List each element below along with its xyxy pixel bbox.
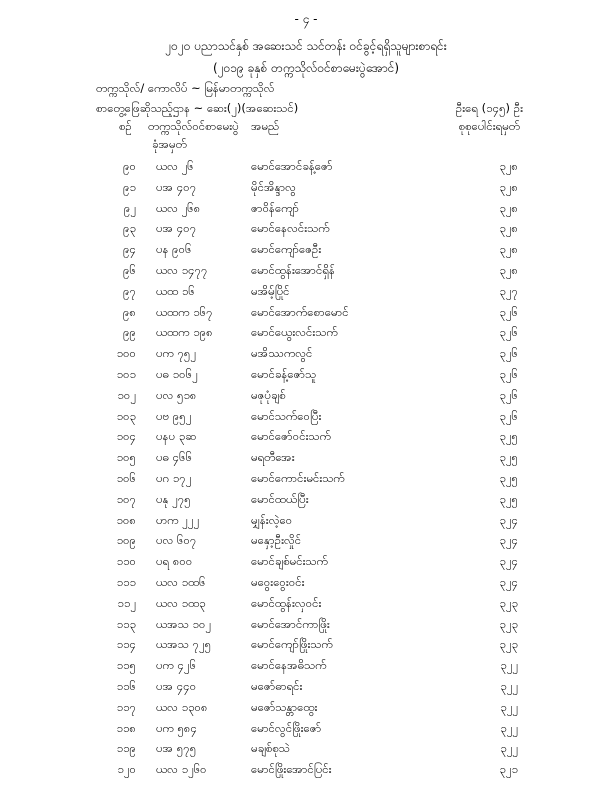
row-number: ၁၁၄ (116, 637, 136, 652)
student-name: မောင်ကောင်းမင်းသက် (251, 470, 345, 485)
total-marks: ၃၂၈ (499, 179, 518, 194)
student-name: မအိမ့်ပြိုင် (251, 283, 290, 298)
total-marks: ၃၂၄ (499, 512, 518, 527)
table-row (0, 242, 612, 263)
roll-number: ပနု ၂၇၅ (156, 491, 191, 506)
row-number: ၉၂ (123, 200, 136, 215)
student-name: မောင်ကျော်ဇေဦး (251, 242, 322, 257)
roll-number: ယလ ၁ထ၆ (156, 574, 206, 589)
student-name: မဇော်သန္တာထွေး (251, 699, 318, 714)
row-number: ၁၀၇ (116, 491, 136, 506)
table-row (0, 679, 612, 700)
roll-number: ယလ ၁၄၇၇ (156, 262, 208, 277)
row-number: ၉၆ (123, 262, 136, 277)
student-name: မနှော့ဦးလှိုင် (251, 533, 302, 548)
column-header-roll: တက္ကသိုလ်ဝင်စာမေးပွဲ (148, 119, 239, 133)
student-name: မောင်ထွန်းအောင်ရှိန် (251, 262, 335, 277)
student-name: မောင်နေအဓိသက် (251, 658, 327, 673)
total-marks: ၃၂၈ (499, 159, 518, 173)
student-name: မောင်အောင်ခန့်ဇော် (251, 159, 333, 173)
total-marks: ၃၂၈ (499, 242, 518, 257)
row-number: ၁၁၂ (117, 595, 136, 610)
roll-number: ဟက ၂၂၂ (156, 512, 200, 527)
roll-number: ပလ ၅၁၈ (156, 387, 197, 402)
roll-number: ယလ ၂၆၈ (156, 200, 201, 215)
document-title: ၂၀၂၀ ပညာသင်နှစ် အဆေးသင် သင်တန်း ဝင်ခွင့်ရရှိသူများစာရင်း (165, 39, 447, 53)
student-name: မောင်ချစ်မင်းသက် (251, 554, 328, 569)
student-name: မောင်နေလင်းသက် (251, 221, 330, 236)
total-marks: ၃၂၆ (499, 408, 518, 423)
roll-number: ယလ ၁၃၀၈ (156, 699, 208, 714)
row-number: ၁၀၀ (116, 346, 136, 361)
total-marks: ၃၂၆ (499, 366, 518, 381)
row-number: ၉၀ (123, 159, 136, 173)
table-row (0, 741, 612, 762)
row-number: ၁၁၇ (116, 699, 136, 714)
row-number: ၁၂၀ (117, 762, 136, 777)
table-row (0, 284, 612, 305)
total-count: ဦးရေ (၁၄၅) ဦး (455, 101, 523, 115)
total-marks: ၃၂၆ (499, 325, 518, 340)
table-row (0, 554, 612, 575)
table-row (0, 450, 612, 471)
total-marks: ၃၂၅ (499, 450, 518, 465)
total-marks: ၃၂၃ (499, 595, 518, 610)
total-marks: ၃၂၃ (499, 637, 518, 652)
row-number: ၁၁၅ (116, 658, 136, 673)
table-row (0, 409, 612, 430)
table-row (0, 180, 612, 201)
roll-number: ပလ ၆၀၇ (156, 533, 197, 548)
student-name: မောင်ယွေးလင်းသက် (251, 325, 338, 340)
total-marks: ၃၂၇ (499, 283, 518, 298)
student-name: မအိဿကလွင် (251, 346, 313, 361)
row-number: ၁၀၅ (116, 450, 136, 465)
table-row (0, 429, 612, 450)
student-name: မရတီအေး (251, 450, 295, 465)
row-number: ၁၁၁ (116, 574, 136, 589)
table-row (0, 513, 612, 534)
row-number: ၁၀၂ (117, 387, 136, 402)
student-name: မောင်သက်ဝေပြီး (251, 408, 322, 423)
total-marks: ၃၂၂ (500, 658, 518, 673)
student-name: မောင်အောက်စောမောင် (251, 304, 349, 319)
roll-number: ပဓ ၄၆၆ (156, 450, 193, 465)
roll-number: ယထ ၁၆ (156, 283, 195, 298)
student-name: မဇုပုံချစ် (251, 387, 286, 402)
total-marks: ၃၂၁ (499, 762, 518, 777)
row-number: ၁၀၄ (116, 429, 136, 444)
table-row (0, 263, 612, 284)
total-marks: ၃၂၂ (500, 741, 518, 756)
total-marks: ၃၂၅ (499, 491, 518, 506)
total-marks: ၃၂၂ (500, 720, 518, 735)
table-row (0, 762, 612, 783)
roll-number: ပက ၄၂၆ (156, 658, 197, 673)
total-marks: ၃၂၅ (499, 429, 518, 444)
roll-number: ပန ၉၀၆ (156, 242, 192, 257)
exam-center-label: စာတွေ့ဖြေဆိုသည့်ဌာန ~ ဆေး(၂)(အဆေးသင်) (96, 101, 299, 115)
roll-number: ယအသ ၁၀၂ (156, 616, 212, 631)
total-marks: ၃၂၄ (499, 554, 518, 569)
row-number: ၉၄ (123, 242, 136, 257)
column-header-no: စဉ် (119, 119, 132, 133)
roll-number: ယထက ၁၆၇ (156, 304, 213, 319)
table-row (0, 367, 612, 388)
row-number: ၉၃ (123, 221, 136, 236)
roll-number: ပအ ၄၄၀ (156, 678, 197, 693)
total-marks: ၃၂၅ (499, 470, 518, 485)
row-number: ၁၀၆ (116, 470, 136, 485)
row-number: ၉၈ (122, 304, 136, 319)
roll-number: ပနပ ၃ဆ (156, 429, 197, 444)
total-marks: ၃၂၄ (499, 574, 518, 589)
roll-number: ယလ ၁၂၆၀ (156, 762, 207, 777)
student-name: မဇော်ဓာရင်း (251, 678, 303, 693)
row-number: ၁၀၈ (116, 512, 136, 527)
row-number: ၉၁ (123, 179, 136, 194)
roll-number: ပဓ ၁၀၆၂ (156, 366, 198, 381)
roll-number: ယလ ၂၆ (156, 159, 194, 173)
table-row (0, 533, 612, 554)
row-number: ၁၁၉ (116, 741, 136, 756)
roll-number: ပဗ ၉၅၂ (156, 408, 192, 423)
table-row (0, 201, 612, 222)
student-name: မဝွေးဝွေးဝင်း (251, 574, 305, 589)
total-marks: ၃၂၈ (499, 221, 518, 236)
roll-number: ပက ၅၈၄ (156, 720, 197, 735)
row-number: ၉၉ (123, 325, 136, 340)
total-marks: ၃၂၆ (499, 346, 518, 361)
table-row (0, 721, 612, 742)
column-header-name: အမည် (251, 119, 280, 133)
results-list (0, 159, 612, 783)
student-name: မောင်ထွန်းလှဝင်း (251, 595, 322, 610)
row-number: ၁၀၃ (116, 408, 136, 423)
table-row (0, 617, 612, 638)
student-name: မျှန်းလဲ့ဝေ (251, 512, 293, 527)
student-name: မောင်ထယ်ပြီး (251, 491, 309, 506)
student-name: မိုင်အိန္ဒာလွ (251, 179, 296, 194)
student-name: ဇာဝိန်ကျော် (251, 200, 300, 215)
column-header-marks: စုစုပေါင်းရမှတ် (458, 119, 520, 133)
student-name: မောင်ကျော်ဖြိုးသက် (251, 637, 333, 652)
total-marks: ၃၂၈ (499, 200, 518, 215)
total-marks: ၃၂၃ (499, 616, 518, 631)
roll-number: ပအ ၅၇၅ (156, 741, 197, 756)
total-marks: ၃၂၆ (499, 304, 518, 319)
table-row (0, 492, 612, 513)
table-row (0, 159, 612, 180)
page-number: - ၄ - (294, 12, 318, 26)
row-number: ၁၁၀ (116, 554, 136, 569)
roll-number: ပရ ၈၀၀ (156, 554, 193, 569)
roll-number: ပဂ ၁၇၂ (156, 470, 192, 485)
table-row (0, 596, 612, 617)
total-marks: ၃၂၆ (499, 387, 518, 402)
row-number: ၁၀၉ (116, 533, 136, 548)
student-name: မောင်ဖြိုးအောင်ပြင်း (251, 762, 332, 777)
table-row (0, 700, 612, 721)
row-number: ၁၁၃ (116, 616, 136, 631)
table-row (0, 471, 612, 492)
document-subtitle: (၂၀၁၉ ခုနှစ် တက္ကသိုလ်ဝင်စာမေးပွဲအောင်) (212, 61, 400, 75)
roll-number: ယအသ ၇၂၅ (156, 637, 212, 652)
column-header-roll-line2: ခုံအမှတ် (152, 137, 187, 151)
student-name: မောင်လွင်ဖြိုးဇော် (251, 720, 322, 735)
row-number: ၁၁၈ (116, 720, 136, 735)
row-number: ၁၀၁ (116, 366, 136, 381)
total-marks: ၃၂၈ (499, 262, 518, 277)
table-row (0, 388, 612, 409)
table-row (0, 305, 612, 326)
student-name: မောင်ခန့်ဇော်သူ (251, 366, 317, 381)
student-name: မချစ်စုသဲ (251, 741, 290, 756)
student-name: မောင်အောင်ကာဖြိုး (251, 616, 330, 631)
roll-number: ပအ ၄၀၇ (156, 179, 197, 194)
row-number: ၉၇ (123, 283, 136, 298)
total-marks: ၃၂၂ (500, 699, 518, 714)
student-name: မောင်ဇော်ဝင်းသက် (251, 429, 331, 444)
table-row (0, 221, 612, 242)
table-row (0, 346, 612, 367)
table-row (0, 325, 612, 346)
table-row (0, 637, 612, 658)
university-label: တက္ကသိုလ်/ ကောလိပ် ~ မြန်မာတက္ကသိုလ် (96, 81, 275, 95)
roll-number: ယလ ၁ထ၃ (156, 595, 206, 610)
row-number: ၁၁၆ (116, 678, 136, 693)
total-marks: ၃၂၂ (500, 678, 518, 693)
table-row (0, 658, 612, 679)
roll-number: ပက ၇၅၂ (156, 346, 197, 361)
table-row (0, 575, 612, 596)
total-marks: ၃၂၄ (499, 533, 518, 548)
roll-number: ပအ ၄၀၇ (156, 221, 197, 236)
roll-number: ယထက ၁၉၈ (156, 325, 213, 340)
